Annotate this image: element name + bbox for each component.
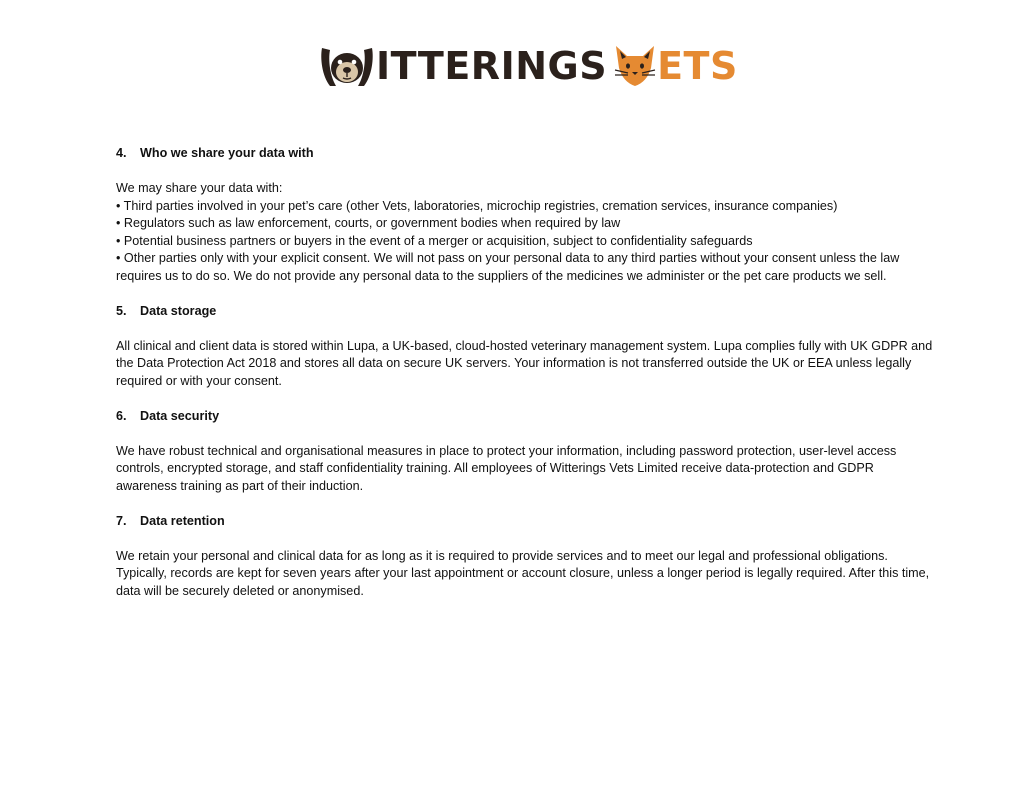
list-item: • Third parties involved in your pet’s care (other Vets, laboratories, microchip registries, cremation services, insurance companies): [116, 198, 838, 213]
section-4-heading: [116, 145, 936, 163]
section-number: 7.: [116, 513, 127, 528]
section-7-heading: [116, 513, 936, 531]
cat-v-logo-icon: [613, 42, 657, 90]
section-7-body: We retain your personal and clinical data for as long as it is required to provide services and to meet our legal and professional obligations. Typically, records are kept for seven years after your last appointment or account closure, unless a longer period is legally required. After this time, data will be securely deleted or anonymised.: [116, 548, 930, 598]
witterings-vets-logo: [318, 42, 738, 90]
section-number: 5.: [116, 303, 127, 318]
section-title: Data storage: [140, 303, 217, 318]
section-6-heading: [116, 408, 936, 426]
logo-text-ets: ETS: [657, 44, 738, 88]
section-5-heading: [116, 303, 936, 321]
section-title: Data security: [140, 408, 220, 423]
section-5-body: All clinical and client data is stored within Lupa, a UK-based, cloud-hosted veterinary management system. Lupa complies fully with UK GDPR and the Data Protection Act 2018 and stores all data on secure UK servers. Your information is not transferred outside the UK or EEA unless legally required or with your consent.: [116, 338, 933, 388]
list-item: • Other parties only with your explicit consent. We will not pass on your personal data to any third parties without your consent unless the law requires us to do so. We do not provide any personal data to the suppliers of the medicines we administer or the pet care products we sell.: [116, 251, 900, 283]
dog-w-logo-icon: [318, 42, 376, 90]
list-item: • Regulators such as law enforcement, courts, or government bodies when required by law: [116, 216, 621, 230]
section-6-body: We have robust technical and organisational measures in place to protect your information, including password protection, user-level access controls, encrypted storage, and staff confidentiality training. All employees of Witterings Vets Limited receive data-protection and GDPR awareness training as part of their induction.: [116, 443, 897, 493]
section-title: Who we share your data with: [140, 146, 314, 160]
list-item: • Potential business partners or buyers in the event of a merger or acquisition, subject to confidentiality safeguards: [116, 233, 753, 248]
logo-text-witterings: ITTERINGS: [376, 44, 608, 88]
section-4-intro: We may share your data with:: [116, 181, 283, 195]
section-number: 4.: [116, 146, 127, 160]
policy-content: [116, 145, 936, 600]
section-number: 6.: [116, 408, 127, 423]
section-title: Data retention: [140, 513, 225, 528]
